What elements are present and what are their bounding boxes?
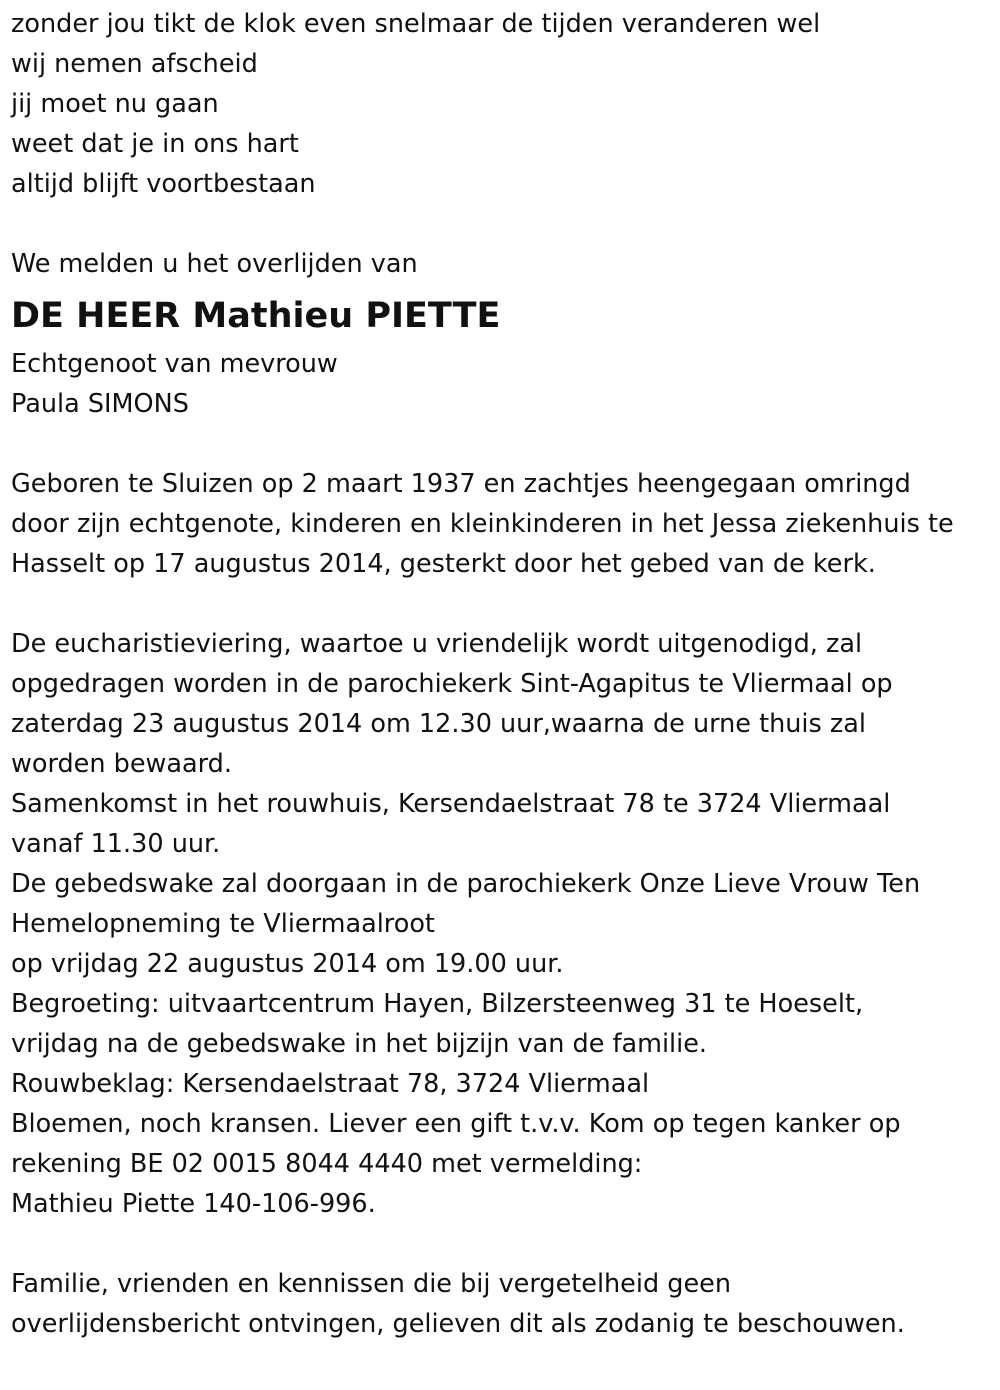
poem-line: jij moet nu gaan	[11, 89, 219, 119]
spacer	[11, 424, 991, 464]
poem-line: wij nemen afscheid	[11, 49, 258, 79]
closing-line: Familie, vrienden en kennissen die bij vergetelheid geen	[11, 1269, 731, 1299]
closing-line: overlijdensbericht ontvingen, gelieven dit als zodanig te beschouwen.	[11, 1309, 905, 1339]
detail-line: Bloemen, noch kransen. Liever een gift t.v.v. Kom op tegen kanker op	[11, 1109, 901, 1139]
spouse-line: Paula SIMONS	[11, 389, 189, 419]
closing-paragraph	[11, 1264, 991, 1344]
detail-line: Hemelopneming te Vliermaalroot	[11, 909, 435, 939]
detail-line: opgedragen worden in de parochiekerk Sint-Agapitus te Vliermaal op	[11, 669, 893, 699]
poem-line: weet dat je in ons hart	[11, 129, 299, 159]
detail-line: worden bewaard.	[11, 749, 232, 779]
birth-paragraph	[11, 464, 991, 584]
detail-line: De eucharistieviering, waartoe u vriendelijk wordt uitgenodigd, zal	[11, 629, 863, 659]
deceased-name: DE HEER Mathieu PIETTE	[11, 296, 501, 336]
birth-line: Geboren te Sluizen op 2 maart 1937 en zachtjes heengegaan omringd	[11, 469, 911, 499]
detail-line: zaterdag 23 augustus 2014 om 12.30 uur,waarna de urne thuis zal	[11, 709, 866, 739]
detail-line: Samenkomst in het rouwhuis, Kersendaelstraat 78 te 3724 Vliermaal	[11, 789, 891, 819]
detail-line: op vrijdag 22 augustus 2014 om 19.00 uur.	[11, 949, 564, 979]
spouse-block	[11, 344, 991, 424]
spouse-line: Echtgenoot van mevrouw	[11, 349, 338, 379]
detail-line: Begroeting: uitvaartcentrum Hayen, Bilzersteenweg 31 te Hoeselt,	[11, 989, 864, 1019]
detail-line: rekening BE 02 0015 8044 4440 met vermelding:	[11, 1149, 643, 1179]
spacer	[11, 204, 991, 244]
detail-line: Rouwbeklag: Kersendaelstraat 78, 3724 Vliermaal	[11, 1069, 650, 1099]
spacer	[11, 1224, 991, 1264]
detail-line: vanaf 11.30 uur.	[11, 829, 221, 859]
poem-line: zonder jou tikt de klok even snelmaar de tijden veranderen wel	[11, 9, 821, 39]
funeral-details	[11, 624, 991, 1224]
poem	[11, 4, 991, 204]
detail-line: De gebedswake zal doorgaan in de parochiekerk Onze Lieve Vrouw Ten	[11, 869, 921, 899]
detail-line: Mathieu Piette 140-106-996.	[11, 1189, 376, 1219]
obituary-notice	[11, 4, 991, 1344]
birth-line: Hasselt op 17 augustus 2014, gesterkt door het gebed van de kerk.	[11, 549, 876, 579]
detail-line: vrijdag na de gebedswake in het bijzijn van de familie.	[11, 1029, 708, 1059]
intro-text: We melden u het overlijden van	[11, 249, 418, 279]
spacer	[11, 584, 991, 624]
birth-line: door zijn echtgenote, kinderen en kleinkinderen in het Jessa ziekenhuis te	[11, 509, 954, 539]
poem-line: altijd blijft voortbestaan	[11, 169, 316, 199]
